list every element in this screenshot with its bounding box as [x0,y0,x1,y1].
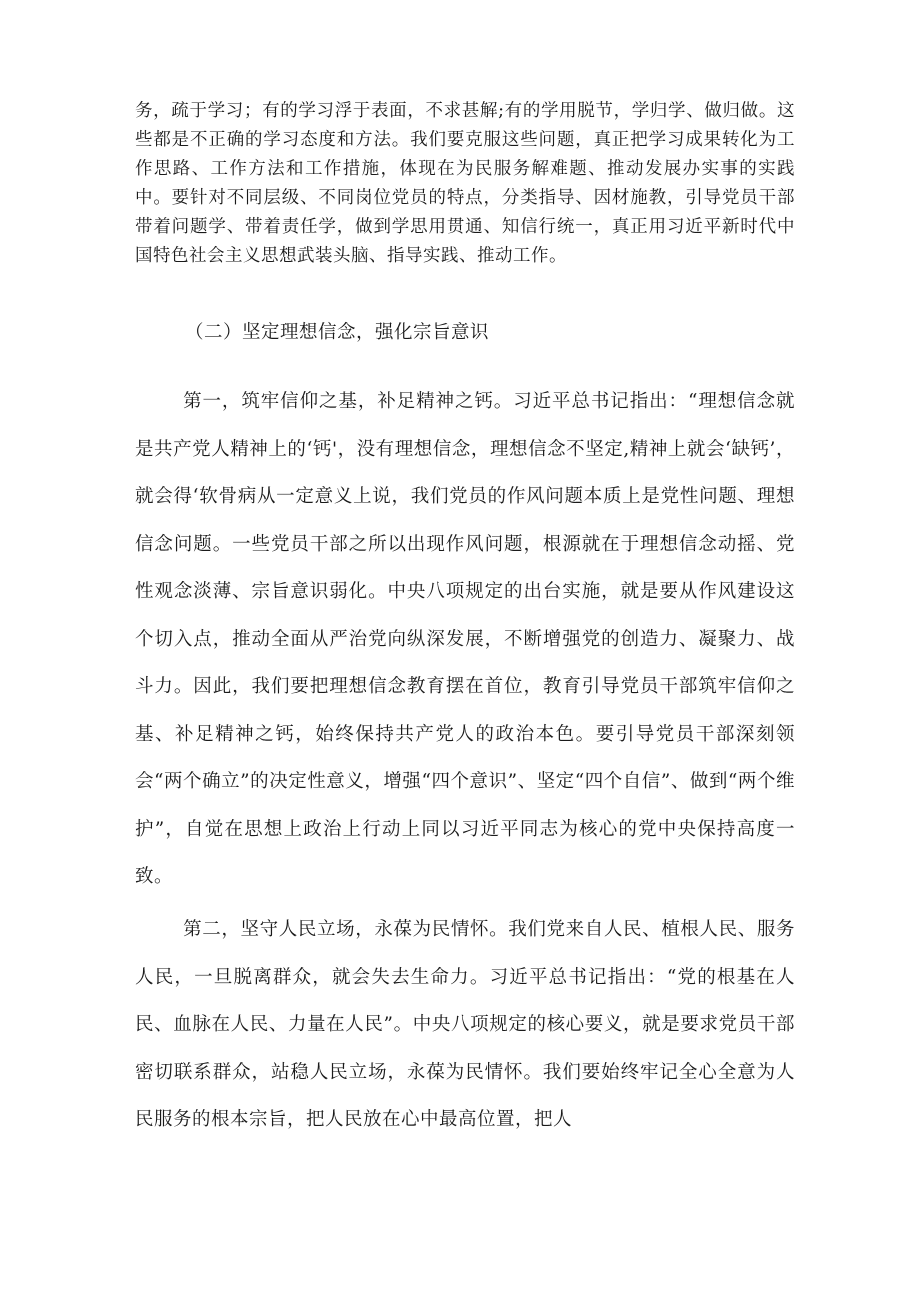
paragraph-first: 第一，筑牢信仰之基，补足精神之钙。习近平总书记指出：“理想信念就是共产党人精神上的‘钙'，没有理想信念，理想信念不坚定,精神上就会‘缺钙’，就会得‘软骨病从一定意义上说，我们党员的作风问题本质上是党性问题、理想信念问题。一些党员干部之所以出现作风问题，根源就在于理想信念动摇、党性观念淡薄、宗旨意识弱化。中央八项规定的出台实施，就是要从作风建设这个切入点，推动全面从严治党向纵深发展，不断增强党的创造力、凝聚力、战斗力。因此，我们要把理想信念教育摆在首位，教育引导党员干部筑牢信仰之基、补足精神之钙，始终保持共产党人的政治本色。要引导党员干部深刻领会“两个确立”的决定性意义，增强“四个意识”、坚定“四个自信”、做到“两个维护”，自觉在思想上政治上行动上同以习近平同志为核心的党中央保持高度一致。 [135,391,795,887]
paragraph-second: 第二，坚守人民立场，永葆为民情怀。我们党来自人民、植根人民、服务人民，一旦脱离群众，就会失去生命力。习近平总书记指出：“党的根基在人民、血脉在人民、力量在人民”。中央八项规定的核心要义，就是要求党员干部密切联系群众，站稳人民立场，永葆为民情怀。我们要始终牢记全心全意为人民服务的根本宗旨，把人民放在心中最高位置，把人 [135,919,795,1130]
section-heading: （二）坚定理想信念，强化宗旨意识 [185,322,490,343]
paragraph-continued: 务，疏于学习；有的学习浮于表面，不求甚解;有的学用脱节，学归学、做归做。这些都是不正确的学习态度和方法。我们要克服这些问题，真正把学习成果转化为工作思路、工作方法和工作措施，体现在为民服务解难题、推动发展办实事的实践中。要针对不同层级、不同岗位党员的特点，分类指导、因材施教，引导党员干部带着问题学、带着责任学，做到学思用贯通、知信行统一，真正用习近平新时代中国特色社会主义思想武装头脑、指导实践、推动工作。 [135,101,795,266]
